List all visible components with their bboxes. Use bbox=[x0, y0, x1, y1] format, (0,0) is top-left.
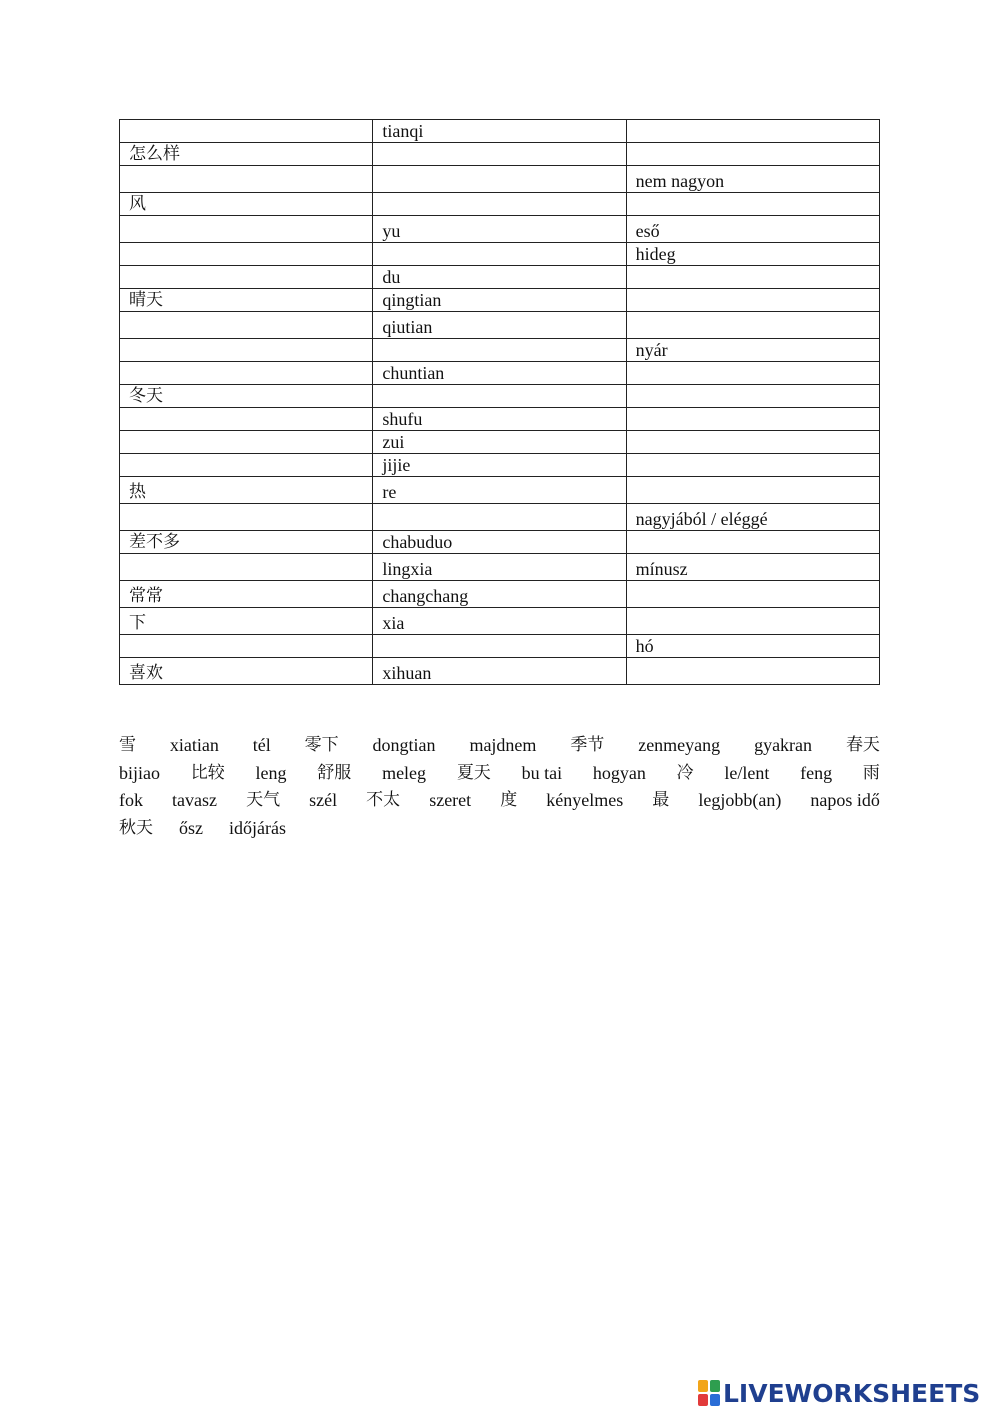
word-bank-word: gyakran bbox=[754, 735, 813, 755]
hanzi-cell[interactable] bbox=[120, 339, 373, 362]
hanzi-cell[interactable] bbox=[120, 554, 373, 581]
word-bank-word: majdnem bbox=[469, 735, 537, 755]
table-row bbox=[120, 504, 880, 531]
table-row bbox=[120, 431, 880, 454]
hanzi-cell[interactable]: 晴天 bbox=[120, 289, 373, 312]
hanzi-cell[interactable] bbox=[120, 431, 373, 454]
pinyin-cell[interactable] bbox=[373, 635, 626, 658]
pinyin-cell[interactable]: qiutian bbox=[373, 312, 626, 339]
logo-square-icon bbox=[710, 1380, 720, 1392]
vocabulary-table-body bbox=[120, 120, 880, 685]
word-bank-word: ősz bbox=[179, 817, 203, 838]
hanzi-cell[interactable]: 风 bbox=[120, 193, 373, 216]
word-bank-word: napos idő bbox=[810, 790, 880, 810]
hungarian-cell[interactable] bbox=[626, 120, 879, 143]
pinyin-cell[interactable]: shufu bbox=[373, 408, 626, 431]
hanzi-cell[interactable] bbox=[120, 635, 373, 658]
pinyin-cell[interactable]: re bbox=[373, 477, 626, 504]
logo-square-icon bbox=[710, 1394, 720, 1406]
hanzi-cell[interactable] bbox=[120, 362, 373, 385]
word-bank-word: hogyan bbox=[592, 762, 646, 783]
pinyin-cell[interactable]: lingxia bbox=[373, 554, 626, 581]
word-bank-word: 夏天 bbox=[456, 762, 491, 783]
table-row bbox=[120, 120, 880, 143]
pinyin-cell[interactable]: yu bbox=[373, 216, 626, 243]
word-bank-word: feng bbox=[800, 762, 833, 783]
pinyin-cell[interactable]: changchang bbox=[373, 581, 626, 608]
hungarian-cell[interactable] bbox=[626, 477, 879, 504]
hungarian-cell[interactable] bbox=[626, 385, 879, 408]
word-bank-word: szeret bbox=[429, 790, 472, 810]
logo-square-icon bbox=[698, 1380, 708, 1392]
word-bank-word: 不太 bbox=[366, 790, 401, 810]
hungarian-cell[interactable] bbox=[626, 143, 879, 166]
hanzi-cell[interactable]: 喜欢 bbox=[120, 658, 373, 685]
liveworksheets-brand bbox=[698, 1378, 980, 1408]
hungarian-cell[interactable] bbox=[626, 454, 879, 477]
hanzi-cell[interactable] bbox=[120, 216, 373, 243]
hungarian-cell[interactable] bbox=[626, 289, 879, 312]
word-bank-word: 雪 bbox=[119, 735, 136, 755]
table-row bbox=[120, 339, 880, 362]
hanzi-cell[interactable] bbox=[120, 312, 373, 339]
table-row bbox=[120, 216, 880, 243]
hanzi-cell[interactable]: 差不多 bbox=[120, 531, 373, 554]
table-row bbox=[120, 531, 880, 554]
word-bank-word: bijiao bbox=[119, 762, 160, 783]
hanzi-cell[interactable] bbox=[120, 454, 373, 477]
word-bank-word: xiatian bbox=[169, 735, 219, 755]
pinyin-cell[interactable]: qingtian bbox=[373, 289, 626, 312]
hanzi-cell[interactable] bbox=[120, 120, 373, 143]
hanzi-cell[interactable]: 热 bbox=[120, 477, 373, 504]
word-bank-word: 比较 bbox=[190, 762, 225, 783]
word-bank-word: 冷 bbox=[676, 762, 694, 783]
hanzi-cell[interactable]: 怎么样 bbox=[120, 143, 373, 166]
word-bank-word: időjárás bbox=[229, 817, 286, 838]
pinyin-cell[interactable] bbox=[373, 339, 626, 362]
liveworksheets-logo-icon bbox=[698, 1380, 720, 1406]
hungarian-cell[interactable] bbox=[626, 531, 879, 554]
hungarian-cell[interactable]: hideg bbox=[626, 243, 879, 266]
word-bank-word: fok bbox=[119, 790, 143, 810]
hanzi-cell[interactable] bbox=[120, 243, 373, 266]
word-bank bbox=[119, 732, 880, 842]
word-bank-word: szél bbox=[309, 790, 338, 810]
table-row bbox=[120, 289, 880, 312]
brand-wordmark: LIVEWORKSHEETS bbox=[723, 1378, 981, 1408]
table-row bbox=[120, 312, 880, 339]
word-bank-word: dongtian bbox=[372, 735, 436, 755]
table-row bbox=[120, 408, 880, 431]
pinyin-cell[interactable]: chuntian bbox=[373, 362, 626, 385]
word-bank-line bbox=[119, 787, 880, 815]
hungarian-cell[interactable]: mínusz bbox=[626, 554, 879, 581]
hanzi-cell[interactable]: 常常 bbox=[120, 581, 373, 608]
pinyin-cell[interactable]: zui bbox=[373, 431, 626, 454]
hungarian-cell[interactable] bbox=[626, 408, 879, 431]
pinyin-cell[interactable]: chabuduo bbox=[373, 531, 626, 554]
pinyin-cell[interactable]: jijie bbox=[373, 454, 626, 477]
hanzi-cell[interactable] bbox=[120, 408, 373, 431]
logo-square-icon bbox=[698, 1394, 708, 1406]
table-row bbox=[120, 193, 880, 216]
table-row bbox=[120, 143, 880, 166]
pinyin-cell[interactable]: xia bbox=[373, 608, 626, 635]
hanzi-cell[interactable] bbox=[120, 266, 373, 289]
hanzi-cell[interactable] bbox=[120, 166, 373, 193]
table-row bbox=[120, 477, 880, 504]
hanzi-cell[interactable]: 下 bbox=[120, 608, 373, 635]
table-row bbox=[120, 581, 880, 608]
word-bank-word: 度 bbox=[500, 790, 518, 810]
word-bank-word: 秋天 bbox=[119, 817, 153, 838]
word-bank-line bbox=[119, 732, 880, 760]
table-row bbox=[120, 635, 880, 658]
word-bank-word: 春天 bbox=[845, 735, 880, 755]
word-bank-word: tavasz bbox=[172, 790, 218, 810]
hungarian-cell[interactable] bbox=[626, 266, 879, 289]
word-bank-word: 最 bbox=[652, 790, 670, 810]
hungarian-cell[interactable]: eső bbox=[626, 216, 879, 243]
table-row bbox=[120, 608, 880, 635]
table-row bbox=[120, 658, 880, 685]
word-bank-word: zenmeyang bbox=[638, 735, 721, 755]
word-bank-word: 零下 bbox=[304, 735, 339, 755]
word-bank-word: 天气 bbox=[246, 790, 281, 810]
pinyin-cell[interactable] bbox=[373, 504, 626, 531]
word-bank-word: 舒服 bbox=[317, 762, 352, 783]
word-bank-word: meleg bbox=[382, 762, 427, 783]
hungarian-cell[interactable]: hó bbox=[626, 635, 879, 658]
word-bank-word: kényelmes bbox=[546, 790, 624, 810]
table-row bbox=[120, 362, 880, 385]
hungarian-cell[interactable] bbox=[626, 608, 879, 635]
pinyin-cell[interactable]: xihuan bbox=[373, 658, 626, 685]
hungarian-cell[interactable] bbox=[626, 312, 879, 339]
pinyin-cell[interactable] bbox=[373, 166, 626, 193]
hungarian-cell[interactable]: nagyjából / eléggé bbox=[626, 504, 879, 531]
word-bank-word: le/lent bbox=[724, 762, 770, 783]
pinyin-cell[interactable] bbox=[373, 385, 626, 408]
hungarian-cell[interactable] bbox=[626, 581, 879, 608]
word-bank-word: legjobb(an) bbox=[698, 790, 782, 810]
word-bank-word: 雨 bbox=[862, 762, 880, 783]
hungarian-cell[interactable] bbox=[626, 431, 879, 454]
word-bank-word: leng bbox=[255, 762, 287, 783]
pinyin-cell[interactable] bbox=[373, 193, 626, 216]
pinyin-cell[interactable] bbox=[373, 243, 626, 266]
word-bank-line bbox=[119, 760, 880, 788]
hungarian-cell[interactable] bbox=[626, 362, 879, 385]
pinyin-cell[interactable]: du bbox=[373, 266, 626, 289]
hanzi-cell[interactable]: 冬天 bbox=[120, 385, 373, 408]
table-row bbox=[120, 554, 880, 581]
hungarian-cell[interactable] bbox=[626, 658, 879, 685]
hanzi-cell[interactable] bbox=[120, 504, 373, 531]
hungarian-cell[interactable]: nyár bbox=[626, 339, 879, 362]
hungarian-cell[interactable] bbox=[626, 193, 879, 216]
word-bank-line bbox=[119, 815, 880, 843]
table-row bbox=[120, 166, 880, 193]
word-bank-word: 季节 bbox=[570, 735, 605, 755]
vocabulary-table bbox=[119, 119, 880, 685]
word-bank-word: bu tai bbox=[521, 762, 563, 783]
hungarian-cell[interactable]: nem nagyon bbox=[626, 166, 879, 193]
table-row bbox=[120, 243, 880, 266]
word-bank-word: tél bbox=[252, 735, 271, 755]
table-row bbox=[120, 385, 880, 408]
pinyin-cell[interactable] bbox=[373, 143, 626, 166]
table-row bbox=[120, 266, 880, 289]
pinyin-cell[interactable]: tianqi bbox=[373, 120, 626, 143]
table-row bbox=[120, 454, 880, 477]
